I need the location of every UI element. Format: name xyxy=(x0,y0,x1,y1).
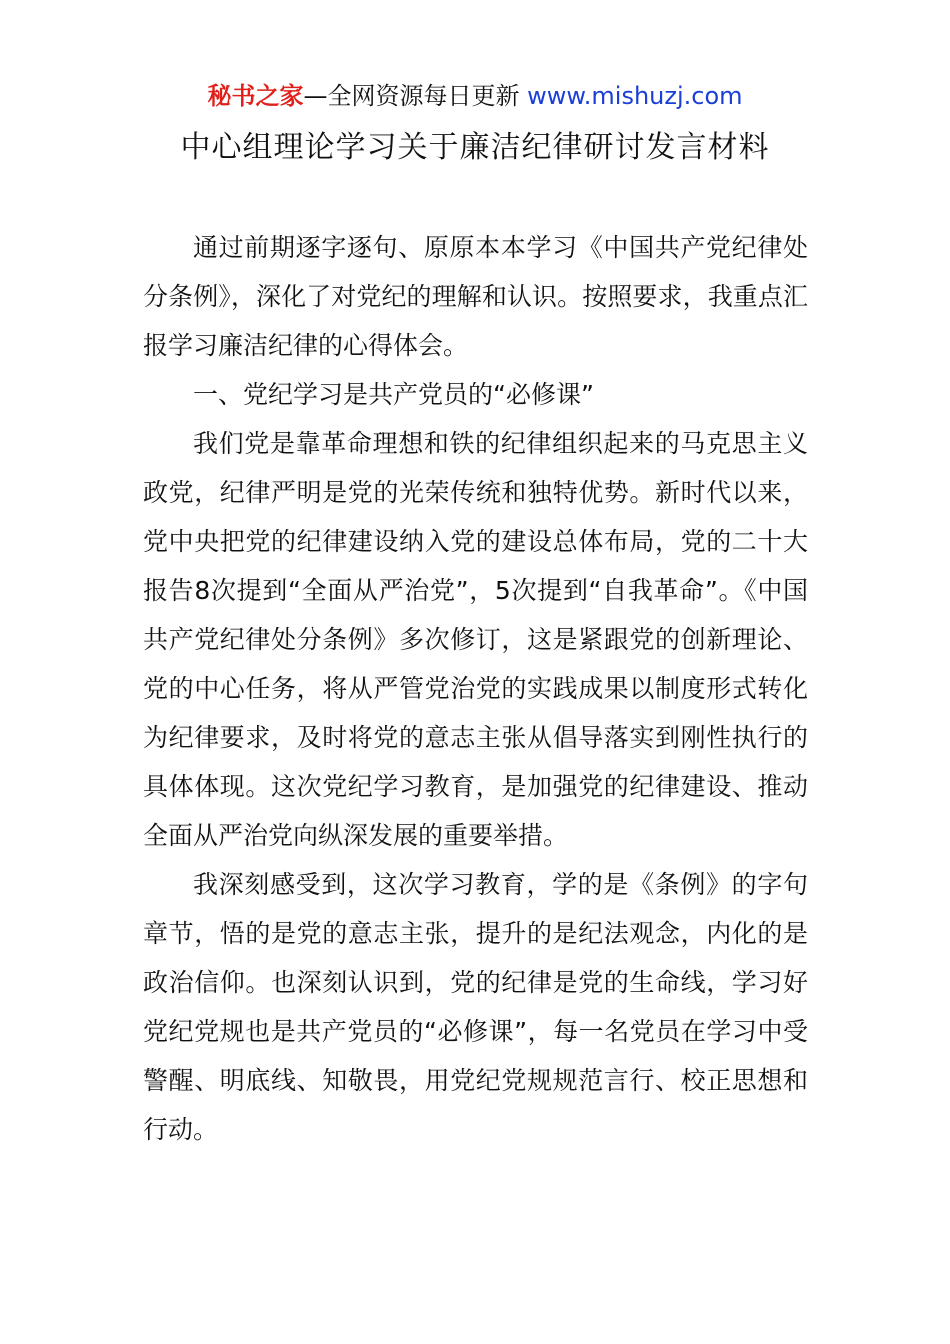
header-tagline: —全网资源每日更新 xyxy=(303,82,520,110)
document-body xyxy=(143,223,808,1154)
body-paragraph: 我们党是靠革命理想和铁的纪律组织起来的马克思主义政党，纪律严明是党的光荣传统和独特优势。新时代以来，党中央把党的纪律建设纳入党的建设总体布局，党的二十大报告8次提到“全面从严治党”，5次提到“自我革命”。《中国共产党纪律处分条例》多次修订，这是紧跟党的创新理论、党的中心任务，将从严管党治党的实践成果以制度形式转化为纪律要求，及时将党的意志主张从倡导落实到刚性执行的具体体现。这次党纪学习教育，是加强党的纪律建设、推动全面从严治党向纵深发展的重要举措。 xyxy=(143,429,808,850)
section-heading: 一、党纪学习是共产党员的“必修课” xyxy=(193,380,594,409)
intro-paragraph: 通过前期逐字逐句、原原本本学习《中国共产党纪律处分条例》，深化了对党纪的理解和认识。按照要求，我重点汇报学习廉洁纪律的心得体会。 xyxy=(143,233,808,360)
site-header xyxy=(0,80,950,112)
document-title: 中心组理论学习关于廉洁纪律研讨发言材料 xyxy=(180,130,770,165)
brand-name: 秘书之家 xyxy=(207,82,304,110)
site-url-link[interactable]: www.mishuzj.com xyxy=(527,82,743,110)
body-paragraph: 我深刻感受到，这次学习教育，学的是《条例》的字句章节，悟的是党的意志主张，提升的是纪法观念，内化的是政治信仰。也深刻认识到，党的纪律是党的生命线，学习好党纪党规也是共产党员的“必修课”，每一名党员在学习中受警醒、明底线、知敬畏，用党纪党规规范言行、校正思想和行动。 xyxy=(143,870,808,1144)
